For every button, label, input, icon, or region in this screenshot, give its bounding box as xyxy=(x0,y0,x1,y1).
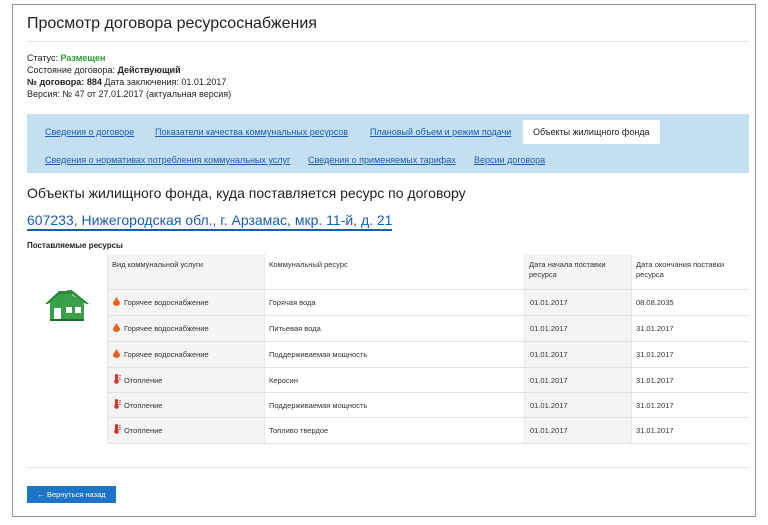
state-value: Действующий xyxy=(117,65,181,75)
water-drop-icon xyxy=(113,297,120,306)
tab-contract-info[interactable]: Сведения о договоре xyxy=(45,127,135,137)
cell-service: Горячее водоснабжение xyxy=(124,350,209,359)
header-end-date: Дата окончания поставки ресурса xyxy=(636,260,725,279)
water-drop-icon xyxy=(113,323,120,332)
cell-resource: Поддерживаемая мощность xyxy=(269,350,368,359)
cell-end-date: 31.01.2017 xyxy=(636,376,674,385)
row-divider xyxy=(107,417,749,418)
section-title: Объекты жилищного фонда, куда поставляется ресурс по договору xyxy=(27,185,466,201)
date-label: Дата заключения: xyxy=(104,77,179,87)
row-divider xyxy=(107,443,749,444)
cell-end-date: 31.01.2017 xyxy=(636,324,674,333)
header-service: Вид коммунальной услуги xyxy=(112,260,203,269)
column-divider xyxy=(107,254,108,444)
header-start-date: Дата начала поставки ресурса xyxy=(529,260,606,279)
cell-resource: Керосин xyxy=(269,376,298,385)
state-label: Состояние договора: xyxy=(27,65,115,75)
cell-service: Отопление xyxy=(124,426,163,435)
resources-label: Поставляемые ресурсы xyxy=(27,241,123,250)
cell-start-date: 01.01.2017 xyxy=(530,298,568,307)
house-cell xyxy=(27,254,107,444)
thermometer-icon xyxy=(113,374,121,384)
cell-service: Горячее водоснабжение xyxy=(124,324,209,333)
column-divider xyxy=(631,254,632,444)
title-divider xyxy=(27,41,749,42)
cell-service: Горячее водоснабжение xyxy=(124,298,209,307)
row-divider xyxy=(107,289,749,290)
version-line: Версия: № 47 от 27.01.2017 (актуальная версия) xyxy=(27,89,232,99)
date-value: 01.01.2017 xyxy=(181,77,227,87)
cell-start-date: 01.01.2017 xyxy=(530,324,568,333)
cell-start-date: 01.01.2017 xyxy=(530,401,568,410)
footer-divider xyxy=(27,467,749,468)
column-divider xyxy=(524,254,525,444)
tab-tariffs[interactable]: Сведения о применяемых тарифах xyxy=(308,155,456,165)
house-icon xyxy=(45,289,89,321)
cell-resource: Топливо твердое xyxy=(269,426,329,435)
tab-consumption-norms[interactable]: Сведения о нормативах потребления коммунальных услуг xyxy=(45,155,291,165)
number-label: № договора: xyxy=(27,77,85,87)
tab-contract-versions[interactable]: Версии договора xyxy=(474,155,546,165)
cell-end-date: 31.01.2017 xyxy=(636,350,674,359)
cell-end-date: 08.08.2035 xyxy=(636,298,674,307)
cell-end-date: 31.01.2017 xyxy=(636,426,674,435)
back-button[interactable]: ← Вернуться назад xyxy=(27,486,116,503)
cell-resource: Поддерживаемая мощность xyxy=(269,401,368,410)
cell-service: Отопление xyxy=(124,376,163,385)
state-line xyxy=(27,64,181,76)
status-line xyxy=(27,52,105,64)
resources-table xyxy=(27,254,749,444)
tab-planned-volume[interactable]: Плановый объем и режим подачи xyxy=(370,127,512,137)
tab-housing-objects[interactable]: Объекты жилищного фонда xyxy=(523,120,660,144)
header-resource: Коммунальный ресурс xyxy=(269,260,348,269)
cell-start-date: 01.01.2017 xyxy=(530,376,568,385)
status-value: Размещен xyxy=(60,53,106,63)
address-link[interactable]: 607233, Нижегородская обл., г. Арзамас, мкр. 11-й, д. 21 xyxy=(27,212,392,231)
thermometer-icon xyxy=(113,424,121,434)
row-divider xyxy=(107,367,749,368)
cell-start-date: 01.01.2017 xyxy=(530,426,568,435)
page-title: Просмотр договора ресурсоснабжения xyxy=(27,15,317,32)
contract-view-panel xyxy=(12,4,756,517)
cell-resource: Горячая вода xyxy=(269,298,316,307)
cell-end-date: 31.01.2017 xyxy=(636,401,674,410)
row-divider xyxy=(107,315,749,316)
number-line xyxy=(27,76,226,88)
number-value: 884 xyxy=(86,77,102,87)
status-label: Статус: xyxy=(27,53,58,63)
tab-bar xyxy=(27,114,749,173)
water-drop-icon xyxy=(113,349,120,358)
cell-start-date: 01.01.2017 xyxy=(530,350,568,359)
thermometer-icon xyxy=(113,399,121,409)
cell-service: Отопление xyxy=(124,401,163,410)
tab-quality-indicators[interactable]: Показатели качества коммунальных ресурсов xyxy=(155,127,349,137)
row-divider xyxy=(107,341,749,342)
column-divider xyxy=(264,254,265,444)
cell-resource: Питьевая вода xyxy=(269,324,321,333)
row-divider xyxy=(107,392,749,393)
